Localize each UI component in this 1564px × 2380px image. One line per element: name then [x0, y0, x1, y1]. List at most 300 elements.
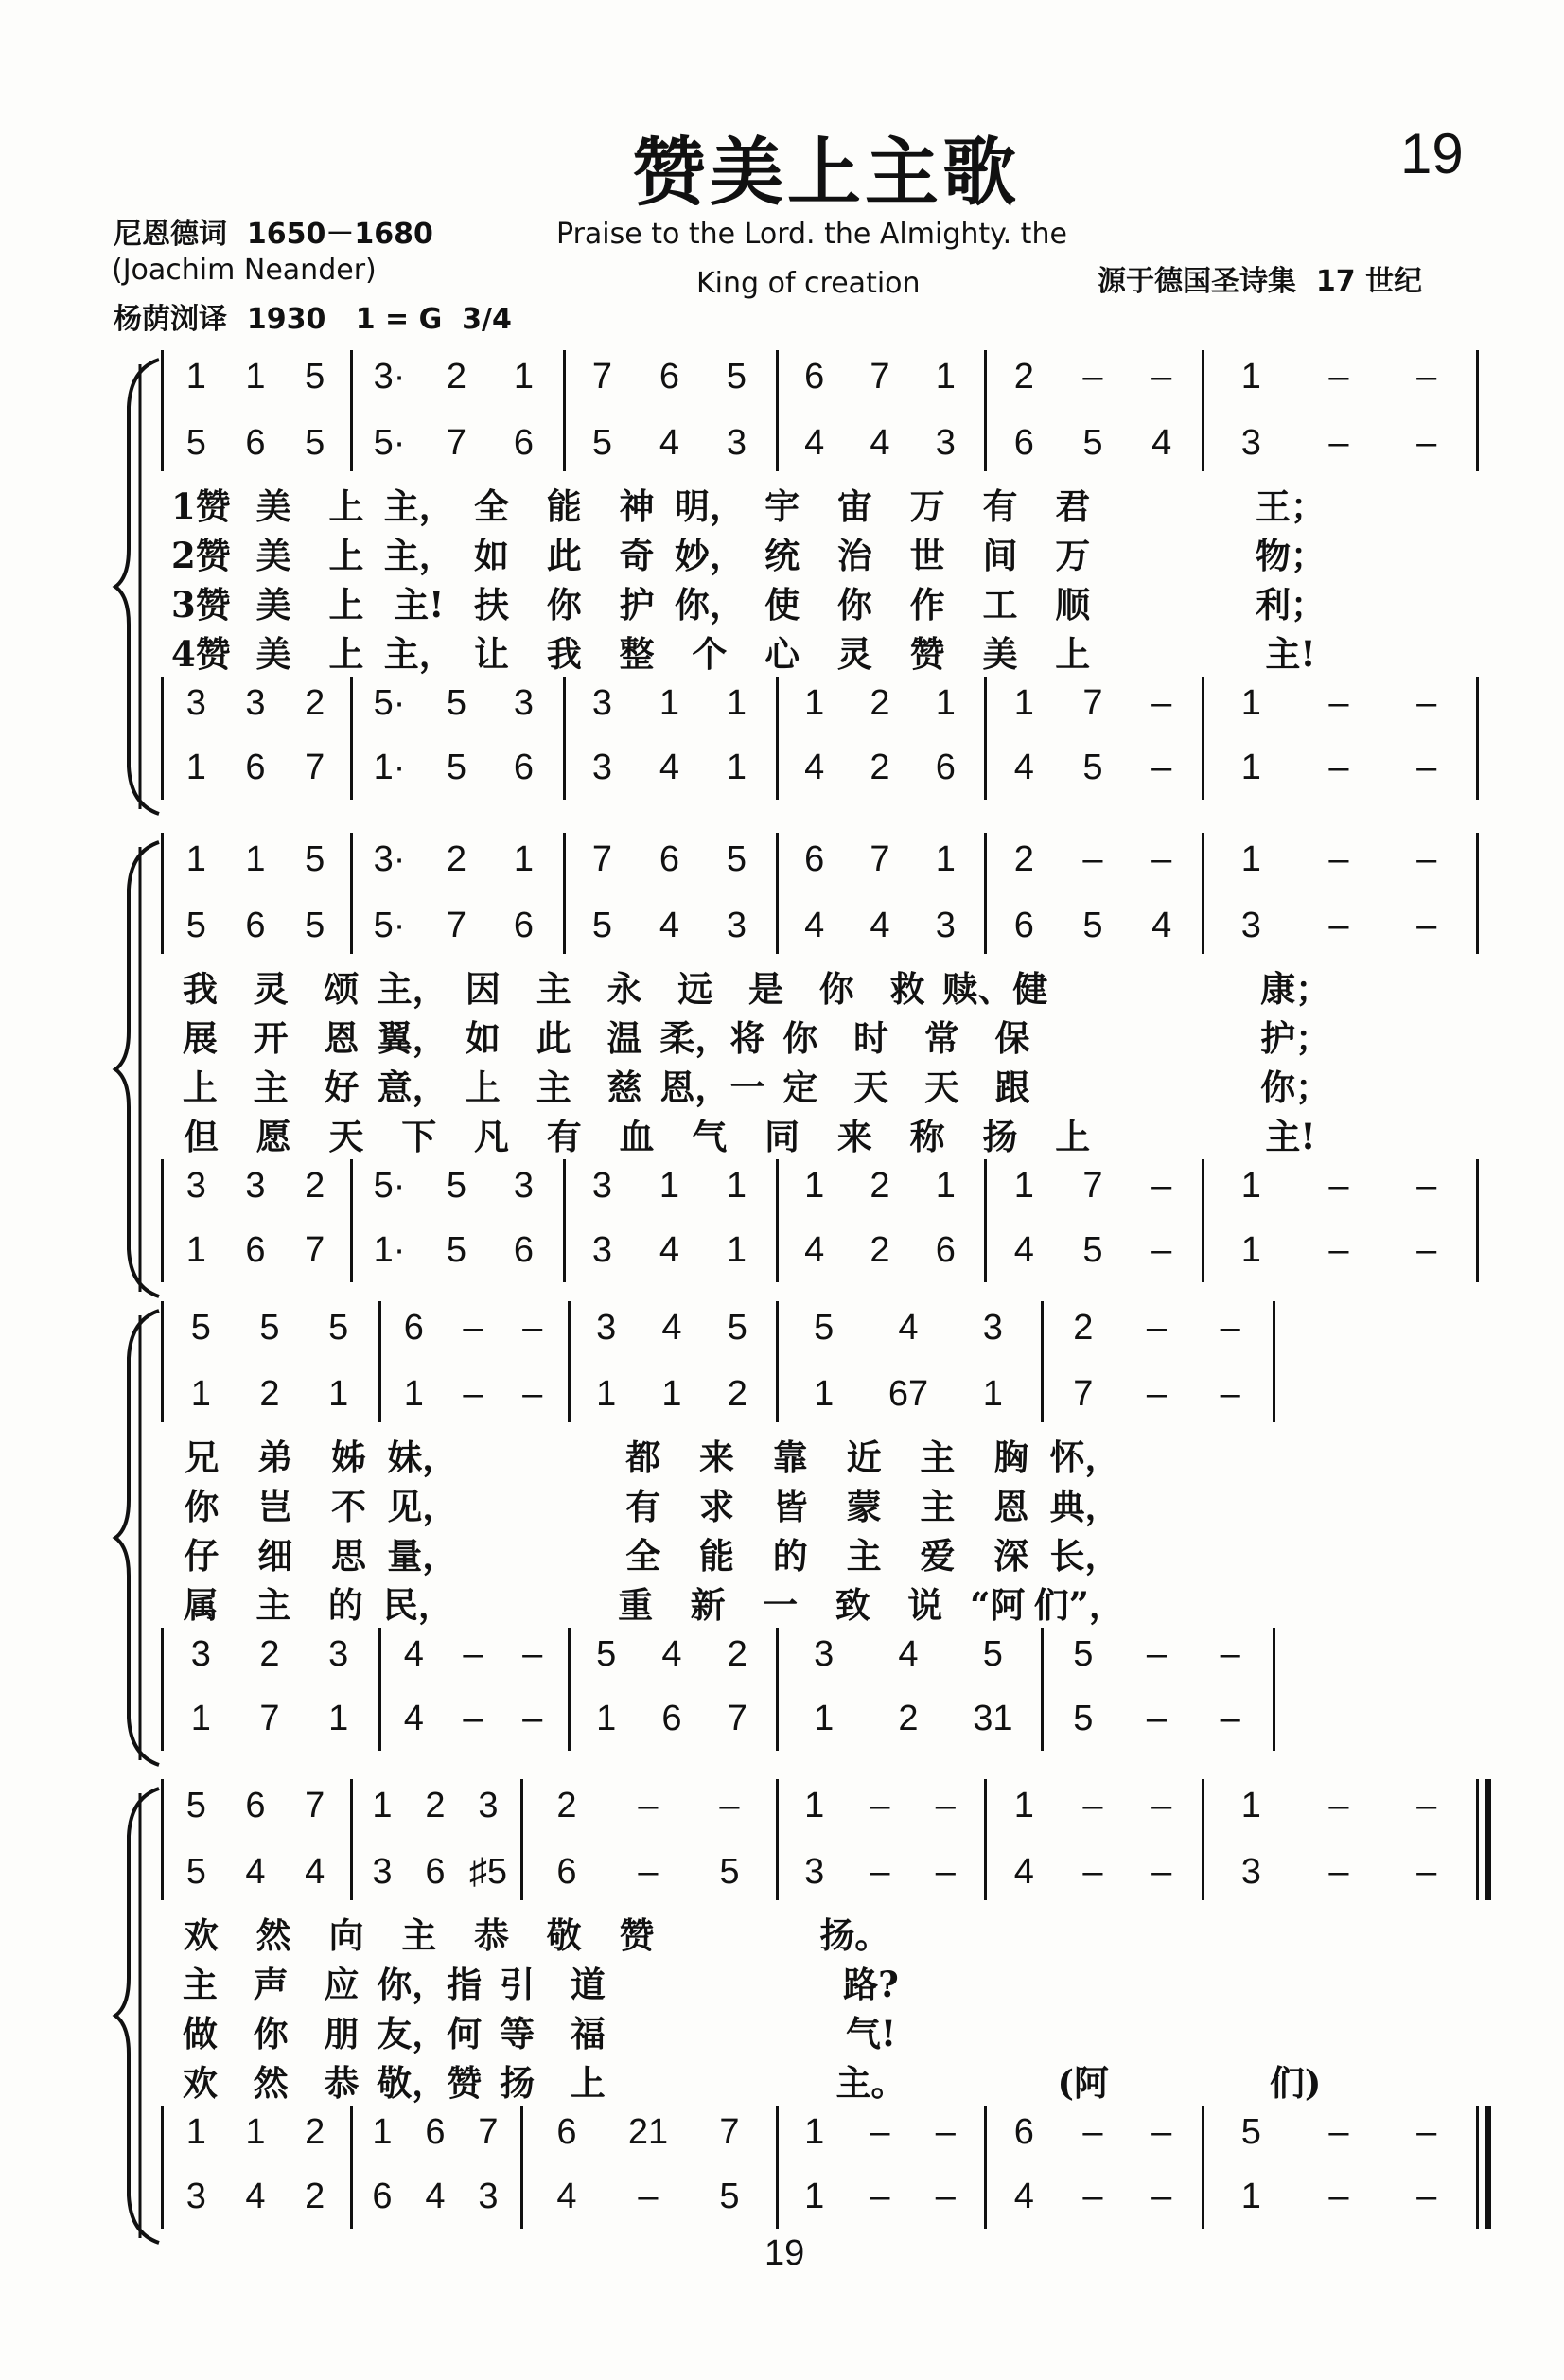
note: 3	[591, 682, 613, 723]
note: 2	[305, 2176, 325, 2216]
parts.0-measure-5	[990, 350, 1196, 403]
lyric-syllable: 好	[324, 1067, 360, 1108]
lower-part-1-measure-6	[1207, 677, 1470, 730]
lyric-syllable: 康；	[1260, 968, 1331, 1010]
bar-line	[776, 833, 779, 954]
note: 1	[804, 2111, 825, 2152]
parts.0-measure-5	[1046, 1301, 1267, 1354]
note: 7	[305, 747, 325, 787]
parts.1-measure-4	[782, 416, 978, 469]
lyric-syllable: 你	[818, 968, 854, 1010]
lyric-syllable: 你	[253, 2013, 289, 2054]
lyric-syllable: 们”，	[1033, 1584, 1124, 1626]
lyric-syllable: 治	[836, 535, 872, 576]
lyric-syllable: 重	[618, 1584, 654, 1626]
lyric-syllable: 赞	[619, 1914, 655, 1956]
note: –	[1082, 838, 1103, 879]
lyric-syllable: 天	[852, 1067, 888, 1108]
note: 5	[185, 1785, 206, 1825]
lyric-syllable: 民，	[382, 1584, 453, 1626]
note: –	[522, 1373, 543, 1414]
bar-line	[161, 677, 164, 800]
bar-line	[1202, 1159, 1204, 1282]
english-title-line-2: King of creation	[696, 267, 921, 300]
note: 4	[804, 905, 825, 945]
note: 4	[898, 1307, 919, 1348]
lyric-verse-3	[165, 2005, 1472, 2053]
note: 1	[1240, 1229, 1261, 1270]
parts.1-measure-2	[356, 416, 557, 469]
note: 3	[478, 1785, 499, 1825]
note: 3	[328, 1633, 349, 1674]
note: 7	[870, 838, 890, 879]
note: 5	[328, 1307, 349, 1348]
note: 4	[403, 1633, 424, 1674]
bar-line	[563, 677, 566, 800]
lyric-syllable: 敬	[546, 1914, 582, 1956]
lyric-syllable: 宙	[836, 485, 872, 527]
note: 4	[1013, 747, 1034, 787]
lyric-syllable: 你，指	[377, 1964, 483, 2005]
lyric-syllable: 同	[764, 1116, 800, 1157]
note: –	[870, 1851, 890, 1892]
lower-part-2-measure-6	[1207, 741, 1470, 794]
lyric-verse-3	[165, 1059, 1472, 1106]
note: 5	[305, 838, 325, 879]
note: –	[1416, 747, 1437, 787]
note: 6	[1013, 422, 1034, 463]
note: 3	[245, 1165, 266, 1206]
note: 1	[372, 2111, 393, 2152]
lyric-verse-3	[165, 576, 1472, 624]
lower-part-2-measure-3	[569, 1224, 770, 1277]
lower-part-1-measure-4	[782, 677, 978, 730]
note: 4	[804, 1229, 825, 1270]
note: 6	[425, 2111, 446, 2152]
note: 3	[1240, 905, 1261, 945]
lyric-syllable: 主	[253, 1067, 289, 1108]
note: –	[1151, 838, 1172, 879]
translator-key-time: 杨荫浏译 1930 1 = G 3/4	[114, 303, 512, 336]
note: –	[1151, 1785, 1172, 1825]
note: –	[1151, 747, 1172, 787]
lyric-syllable: 然	[253, 2062, 289, 2104]
bar-line	[161, 1628, 164, 1751]
note: 5	[726, 838, 747, 879]
lyric-syllable: 一	[763, 1584, 799, 1626]
bar-line	[1476, 833, 1479, 954]
parts.1-measure-5	[1046, 1367, 1267, 1420]
note: 5	[727, 1307, 747, 1348]
lyric-syllable: 的	[327, 1584, 363, 1626]
lyric-syllable: 福	[570, 2013, 606, 2054]
lyric-syllable: 此	[536, 1017, 571, 1059]
bar-line	[161, 1779, 164, 1900]
note: 2	[556, 1785, 577, 1825]
note: 6	[403, 1307, 424, 1348]
lyric-syllable: 量，	[387, 1535, 458, 1577]
lyric-syllable: 明，	[674, 485, 745, 527]
lyric-syllable: 王；	[1256, 485, 1327, 527]
lower-part-2-measure-3	[569, 741, 770, 794]
lower-part-1-measure-4	[782, 1159, 978, 1212]
note: 2	[259, 1633, 280, 1674]
lyric-syllable: 上	[465, 1067, 501, 1108]
note: 1	[804, 1785, 825, 1825]
parts.0-measure-2	[356, 350, 557, 403]
lyric-syllable: 展	[182, 1017, 218, 1059]
lyric-syllable: 欢	[183, 1914, 219, 1956]
note: –	[1328, 682, 1349, 723]
parts.0-measure-2	[356, 833, 557, 886]
lower-part-2-measure-4	[782, 1224, 978, 1277]
lyric-syllable: 来	[836, 1116, 872, 1157]
note: 2	[446, 356, 467, 397]
lyric-syllable: 主	[536, 968, 571, 1010]
lyric-verse-1	[165, 1429, 1269, 1476]
lyric-syllable: 主，	[377, 968, 448, 1010]
note: 5	[446, 1165, 467, 1206]
parts.1-measure-3	[569, 416, 770, 469]
lower-part-1-measure-3	[573, 1628, 770, 1681]
lyric-syllable: 间	[982, 535, 1018, 576]
lyric-verse-1	[165, 961, 1472, 1008]
note: 6	[245, 1229, 266, 1270]
note: 6	[513, 1229, 535, 1270]
note: 1	[935, 356, 956, 397]
note: 6	[1013, 905, 1034, 945]
note: 6	[804, 356, 825, 397]
note: 3	[513, 682, 535, 723]
bar-line	[1273, 1301, 1275, 1422]
lyric-syllable: 赞	[909, 633, 945, 675]
note: 5	[446, 747, 467, 787]
note: 5·	[373, 1165, 406, 1206]
bar-line	[1476, 350, 1479, 471]
bar-line	[161, 2106, 164, 2229]
bar-line	[984, 833, 987, 954]
lyric-syllable: 上	[1055, 1116, 1091, 1157]
lower-part-2-measure-5	[990, 2170, 1196, 2223]
note: –	[1082, 2176, 1103, 2216]
lyric-syllable: 全	[625, 1535, 661, 1577]
note: 3	[814, 1633, 835, 1674]
lower-part-2-measure-3	[573, 1692, 770, 1745]
note: 3	[1240, 1851, 1261, 1892]
lyric-syllable: 气!	[845, 2013, 897, 2054]
note: 5	[814, 1307, 835, 1348]
lyric-syllable: 扬	[500, 2062, 536, 2104]
lyric-syllable: 的	[772, 1535, 808, 1577]
note: 5	[1240, 2111, 1261, 2152]
bar-line	[1202, 677, 1204, 800]
lyric-syllable: 常	[923, 1017, 959, 1059]
author-en: (Joachim Neander)	[112, 254, 377, 287]
note: –	[1416, 2176, 1437, 2216]
note: 3	[726, 422, 747, 463]
note: –	[1328, 1851, 1349, 1892]
lower-part-1-measure-2	[356, 1159, 557, 1212]
note: –	[1328, 838, 1349, 879]
bar-line	[1202, 833, 1204, 954]
note: –	[1416, 356, 1437, 397]
lyric-syllable: 凡	[473, 1116, 509, 1157]
lyric-syllable: 下	[401, 1116, 437, 1157]
lyric-syllable: 你	[836, 584, 872, 626]
lyric-syllable: 岂	[257, 1486, 293, 1527]
lyric-syllable: 兄	[184, 1437, 220, 1478]
note: –	[1082, 1785, 1103, 1825]
lyric-syllable: 美	[982, 633, 1018, 675]
note: 3	[190, 1633, 211, 1674]
note: 7	[446, 905, 467, 945]
lyric-syllable: 护	[619, 584, 655, 626]
lyric-syllable: 美	[255, 535, 291, 576]
lyric-syllable: 意，	[377, 1067, 448, 1108]
lower-part-1-measure-4	[782, 2106, 978, 2159]
note: 5	[1082, 747, 1103, 787]
note: –	[522, 1633, 543, 1674]
note: 1	[659, 1165, 680, 1206]
note: 5	[305, 356, 325, 397]
lyric-syllable: 使	[764, 584, 800, 626]
lyric-syllable: 你	[184, 1486, 220, 1527]
parts.0-measure-2	[384, 1301, 562, 1354]
parts.1-measure-5	[990, 899, 1196, 952]
lyric-syllable: 顺	[1055, 584, 1091, 626]
note: –	[1082, 1851, 1103, 1892]
lyric-syllable: 仔	[184, 1535, 220, 1577]
note: 5	[982, 1633, 1003, 1674]
lyric-syllable: 爱	[920, 1535, 956, 1577]
bar-line	[350, 1779, 353, 1900]
lyric-syllable: 新	[690, 1584, 726, 1626]
note: –	[1146, 1698, 1168, 1738]
lyric-syllable: 因	[465, 968, 501, 1010]
lyric-syllable: 3赞	[171, 584, 231, 626]
bar-line	[350, 1159, 353, 1282]
note: –	[1416, 1785, 1437, 1825]
note: –	[870, 2176, 890, 2216]
lower-part-1-measure-2	[356, 2106, 515, 2159]
bar-line	[520, 1779, 523, 1900]
lyric-syllable: 引	[500, 1964, 536, 2005]
lyric-syllable: 主	[846, 1535, 882, 1577]
lyric-syllable: 气	[692, 1116, 728, 1157]
parts.0-measure-4	[782, 350, 978, 403]
parts.0-measure-6	[1207, 833, 1470, 886]
system-brace	[112, 833, 168, 1306]
bar-line	[776, 1301, 779, 1422]
lyric-syllable: 物；	[1256, 535, 1327, 576]
bar-line	[776, 1628, 779, 1751]
note: 3	[372, 1851, 393, 1892]
note: 1	[1013, 1785, 1034, 1825]
lyric-syllable: 美	[255, 584, 291, 626]
lower-part-1-measure-2	[356, 677, 557, 730]
note: 1	[190, 1373, 211, 1414]
note: 6	[661, 1698, 682, 1738]
lyric-syllable: 利；	[1256, 584, 1327, 626]
lyric-syllable: 主	[255, 1584, 291, 1626]
parts.0-measure-6	[1207, 350, 1470, 403]
note: 4	[556, 2176, 577, 2216]
lower-part-2-measure-2	[356, 741, 557, 794]
note: 5	[591, 422, 613, 463]
note: –	[719, 1785, 740, 1825]
note: 1	[1240, 356, 1261, 397]
note: 7	[870, 356, 890, 397]
bar-line	[1273, 1628, 1275, 1751]
note: 4	[804, 422, 825, 463]
parts.0-measure-4	[782, 1779, 978, 1832]
note: 3	[726, 905, 747, 945]
note: 1	[185, 838, 206, 879]
note: –	[1151, 1229, 1172, 1270]
note: 1	[726, 747, 747, 787]
parts.1-measure-2	[384, 1367, 562, 1420]
lower-part-1-measure-1	[167, 1628, 373, 1681]
note: 1	[513, 356, 535, 397]
bar-line	[1476, 1159, 1479, 1282]
bar-line	[350, 833, 353, 954]
note: 2	[727, 1373, 747, 1414]
note: 2	[870, 682, 890, 723]
lyric-syllable: 4赞	[171, 633, 231, 675]
note: 3	[591, 1165, 613, 1206]
lower-part-2-measure-1	[167, 2170, 344, 2223]
note: 4	[659, 747, 680, 787]
parts.0-measure-1	[167, 350, 344, 403]
lyric-verse-3	[165, 1527, 1269, 1575]
note: 2	[1013, 838, 1034, 879]
note: 6	[425, 1851, 446, 1892]
note: –	[1328, 1785, 1349, 1825]
note: 1	[726, 1229, 747, 1270]
lower-part-2-measure-5	[990, 1224, 1196, 1277]
lyric-syllable: 主	[920, 1486, 956, 1527]
note: 5	[719, 2176, 740, 2216]
note: 5	[305, 422, 325, 463]
parts.0-measure-5	[990, 833, 1196, 886]
note: 1	[1013, 682, 1034, 723]
note: 4	[245, 2176, 266, 2216]
bar-line	[161, 1301, 164, 1422]
note: 1	[185, 1229, 206, 1270]
note: 7	[727, 1698, 747, 1738]
note: 1	[1240, 1165, 1261, 1206]
lyric-syllable: 主	[182, 1964, 218, 2005]
parts.1-measure-6	[1207, 1845, 1470, 1898]
lyric-syllable: 恩，一	[659, 1067, 765, 1108]
note: –	[935, 2176, 956, 2216]
lower-part-1-measure-5	[1046, 1628, 1267, 1681]
note: 6	[935, 747, 956, 787]
bar-line	[776, 2106, 779, 2229]
lyric-syllable: 近	[846, 1437, 882, 1478]
note: 4	[1151, 905, 1172, 945]
lower-part-2-measure-2	[384, 1692, 562, 1745]
note: –	[1416, 422, 1437, 463]
lyric-syllable: 路?	[843, 1964, 899, 2005]
lyric-syllable: 主。	[835, 2062, 906, 2104]
lyric-syllable: 靠	[772, 1437, 808, 1478]
lyric-syllable: 有	[625, 1486, 661, 1527]
lyric-syllable: 1赞	[171, 485, 231, 527]
lyric-syllable: 愿	[255, 1116, 291, 1157]
lyric-syllable: 我	[182, 968, 218, 1010]
lyric-syllable: 做	[182, 2013, 218, 2054]
note: 1	[814, 1698, 835, 1738]
lyric-syllable: 有	[982, 485, 1018, 527]
note: 1	[804, 1165, 825, 1206]
note: –	[1151, 2111, 1172, 2152]
note: 4	[870, 422, 890, 463]
note: 7	[1082, 682, 1103, 723]
bar-line	[984, 350, 987, 471]
lyric-syllable: 美	[255, 485, 291, 527]
lyric-syllable: 如	[473, 535, 509, 576]
bar-line	[984, 2106, 987, 2229]
lyric-syllable: 柔，将	[659, 1017, 765, 1059]
note: 2	[870, 1229, 890, 1270]
note: –	[1416, 905, 1437, 945]
note: 2	[727, 1633, 747, 1674]
note: 4	[1013, 1229, 1034, 1270]
bar-line	[563, 1159, 566, 1282]
bar-line	[161, 1159, 164, 1282]
lyric-syllable: (阿	[1057, 2062, 1110, 2104]
note: –	[935, 1851, 956, 1892]
lyric-syllable: 蒙	[846, 1486, 882, 1527]
note: –	[1082, 2111, 1103, 2152]
bar-line	[984, 1159, 987, 1282]
note: –	[1328, 422, 1349, 463]
note: 1·	[373, 747, 406, 787]
parts.0-measure-1	[167, 833, 344, 886]
parts.0-measure-5	[990, 1779, 1196, 1832]
lyric-syllable: 上	[328, 633, 364, 675]
note: 1	[814, 1373, 835, 1414]
hymn-title: 赞美上主歌	[632, 130, 1021, 216]
author-cn: 尼恩德词 1650－1680	[114, 218, 433, 251]
lyric-syllable: 恭	[324, 2062, 360, 2104]
note: –	[1416, 838, 1437, 879]
bar-line	[776, 350, 779, 471]
note: 5·	[373, 682, 406, 723]
note: –	[1220, 1633, 1240, 1674]
bar-line	[1041, 1301, 1044, 1422]
note: 2	[446, 838, 467, 879]
note: –	[1328, 747, 1349, 787]
note: 4	[305, 1851, 325, 1892]
lyric-syllable: 开	[253, 1017, 289, 1059]
lyric-syllable: 属	[183, 1584, 219, 1626]
note: 6	[513, 422, 535, 463]
note: 31	[973, 1698, 1013, 1738]
note: 3	[591, 1229, 613, 1270]
note: 6	[245, 1785, 266, 1825]
note: –	[870, 1785, 890, 1825]
final-bar-line	[1485, 1779, 1491, 1900]
note: 6	[659, 838, 680, 879]
lyric-syllable: 血	[619, 1116, 655, 1157]
lyric-verse-4	[165, 1577, 1269, 1624]
bar-line	[776, 677, 779, 800]
bar-line	[776, 1159, 779, 1282]
lower-part-2-measure-4	[782, 741, 978, 794]
lyric-verse-2	[165, 1010, 1472, 1057]
